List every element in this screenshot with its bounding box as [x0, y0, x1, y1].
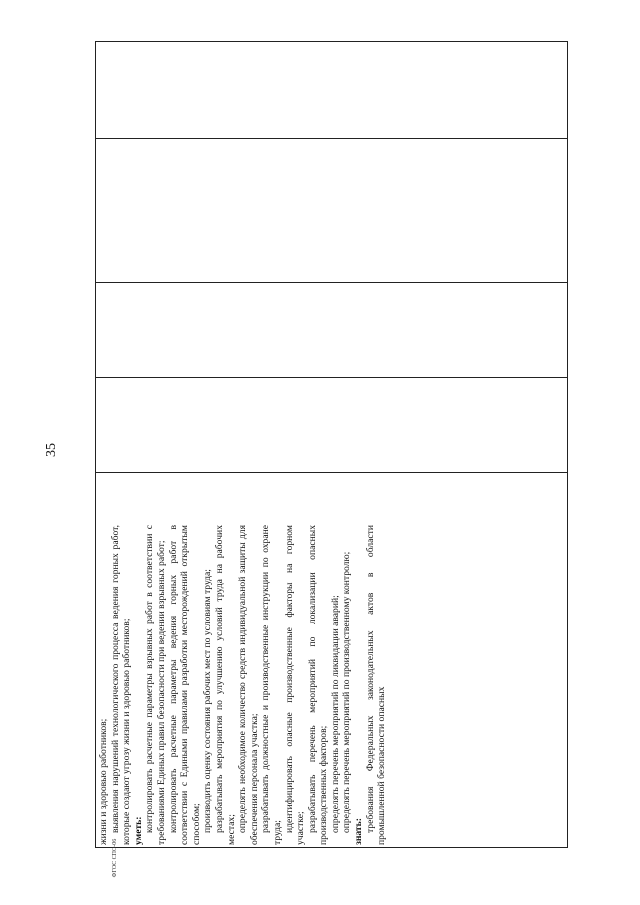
footer-code: ФГОС СПО-06: [112, 838, 118, 878]
text-line: разрабатывать должностные и производственные инструкции по охране труда;: [260, 525, 283, 845]
text-line: определять перечень мероприятий по производственному контролю;: [341, 551, 353, 833]
section-heading-znat: знать:: [353, 818, 365, 845]
requirements-text: [98, 525, 567, 845]
section-heading-umet: уметь:: [132, 816, 144, 845]
page-number: 35: [44, 443, 59, 457]
text-line: контролировать расчетные параметры взрывных работ в соответствии с требованиями Единых правил безопасности при ведении взрывных работ;: [144, 525, 167, 845]
text-line: жизни и здоровью работников;: [98, 718, 109, 845]
text-line: идентифицировать опасные производственные факторы на горном участке;: [283, 525, 307, 845]
text-line: определять необходимое количество средств индивидуальной защиты для обеспечения персонала участка;: [237, 525, 260, 845]
text-line: контролировать расчетные параметры ведения горных работ в соответствии с Едиными правилами разработки месторождений открытым способом;: [167, 525, 202, 845]
text-line: разрабатывать мероприятия по улучшению условий труда на рабочих местах;: [213, 525, 237, 845]
text-line: определять перечень мероприятий по ликвидации аварий;: [329, 595, 341, 833]
text-line: требования Федеральных законодательных актов в области промышленной безопасности опасных: [364, 525, 388, 845]
text-line: разрабатывать перечень мероприятий по локализации опасных производственных факторов;: [306, 525, 330, 845]
text-line: производить оценку состояния рабочих мест по условиям труда;: [202, 569, 214, 833]
requirements-cell: [96, 42, 567, 847]
competency-table: [95, 41, 568, 848]
text-line: выявления нарушений технологического процесса ведения горных работ, которые создают угрозу жизни и здоровью работников;: [109, 525, 133, 845]
